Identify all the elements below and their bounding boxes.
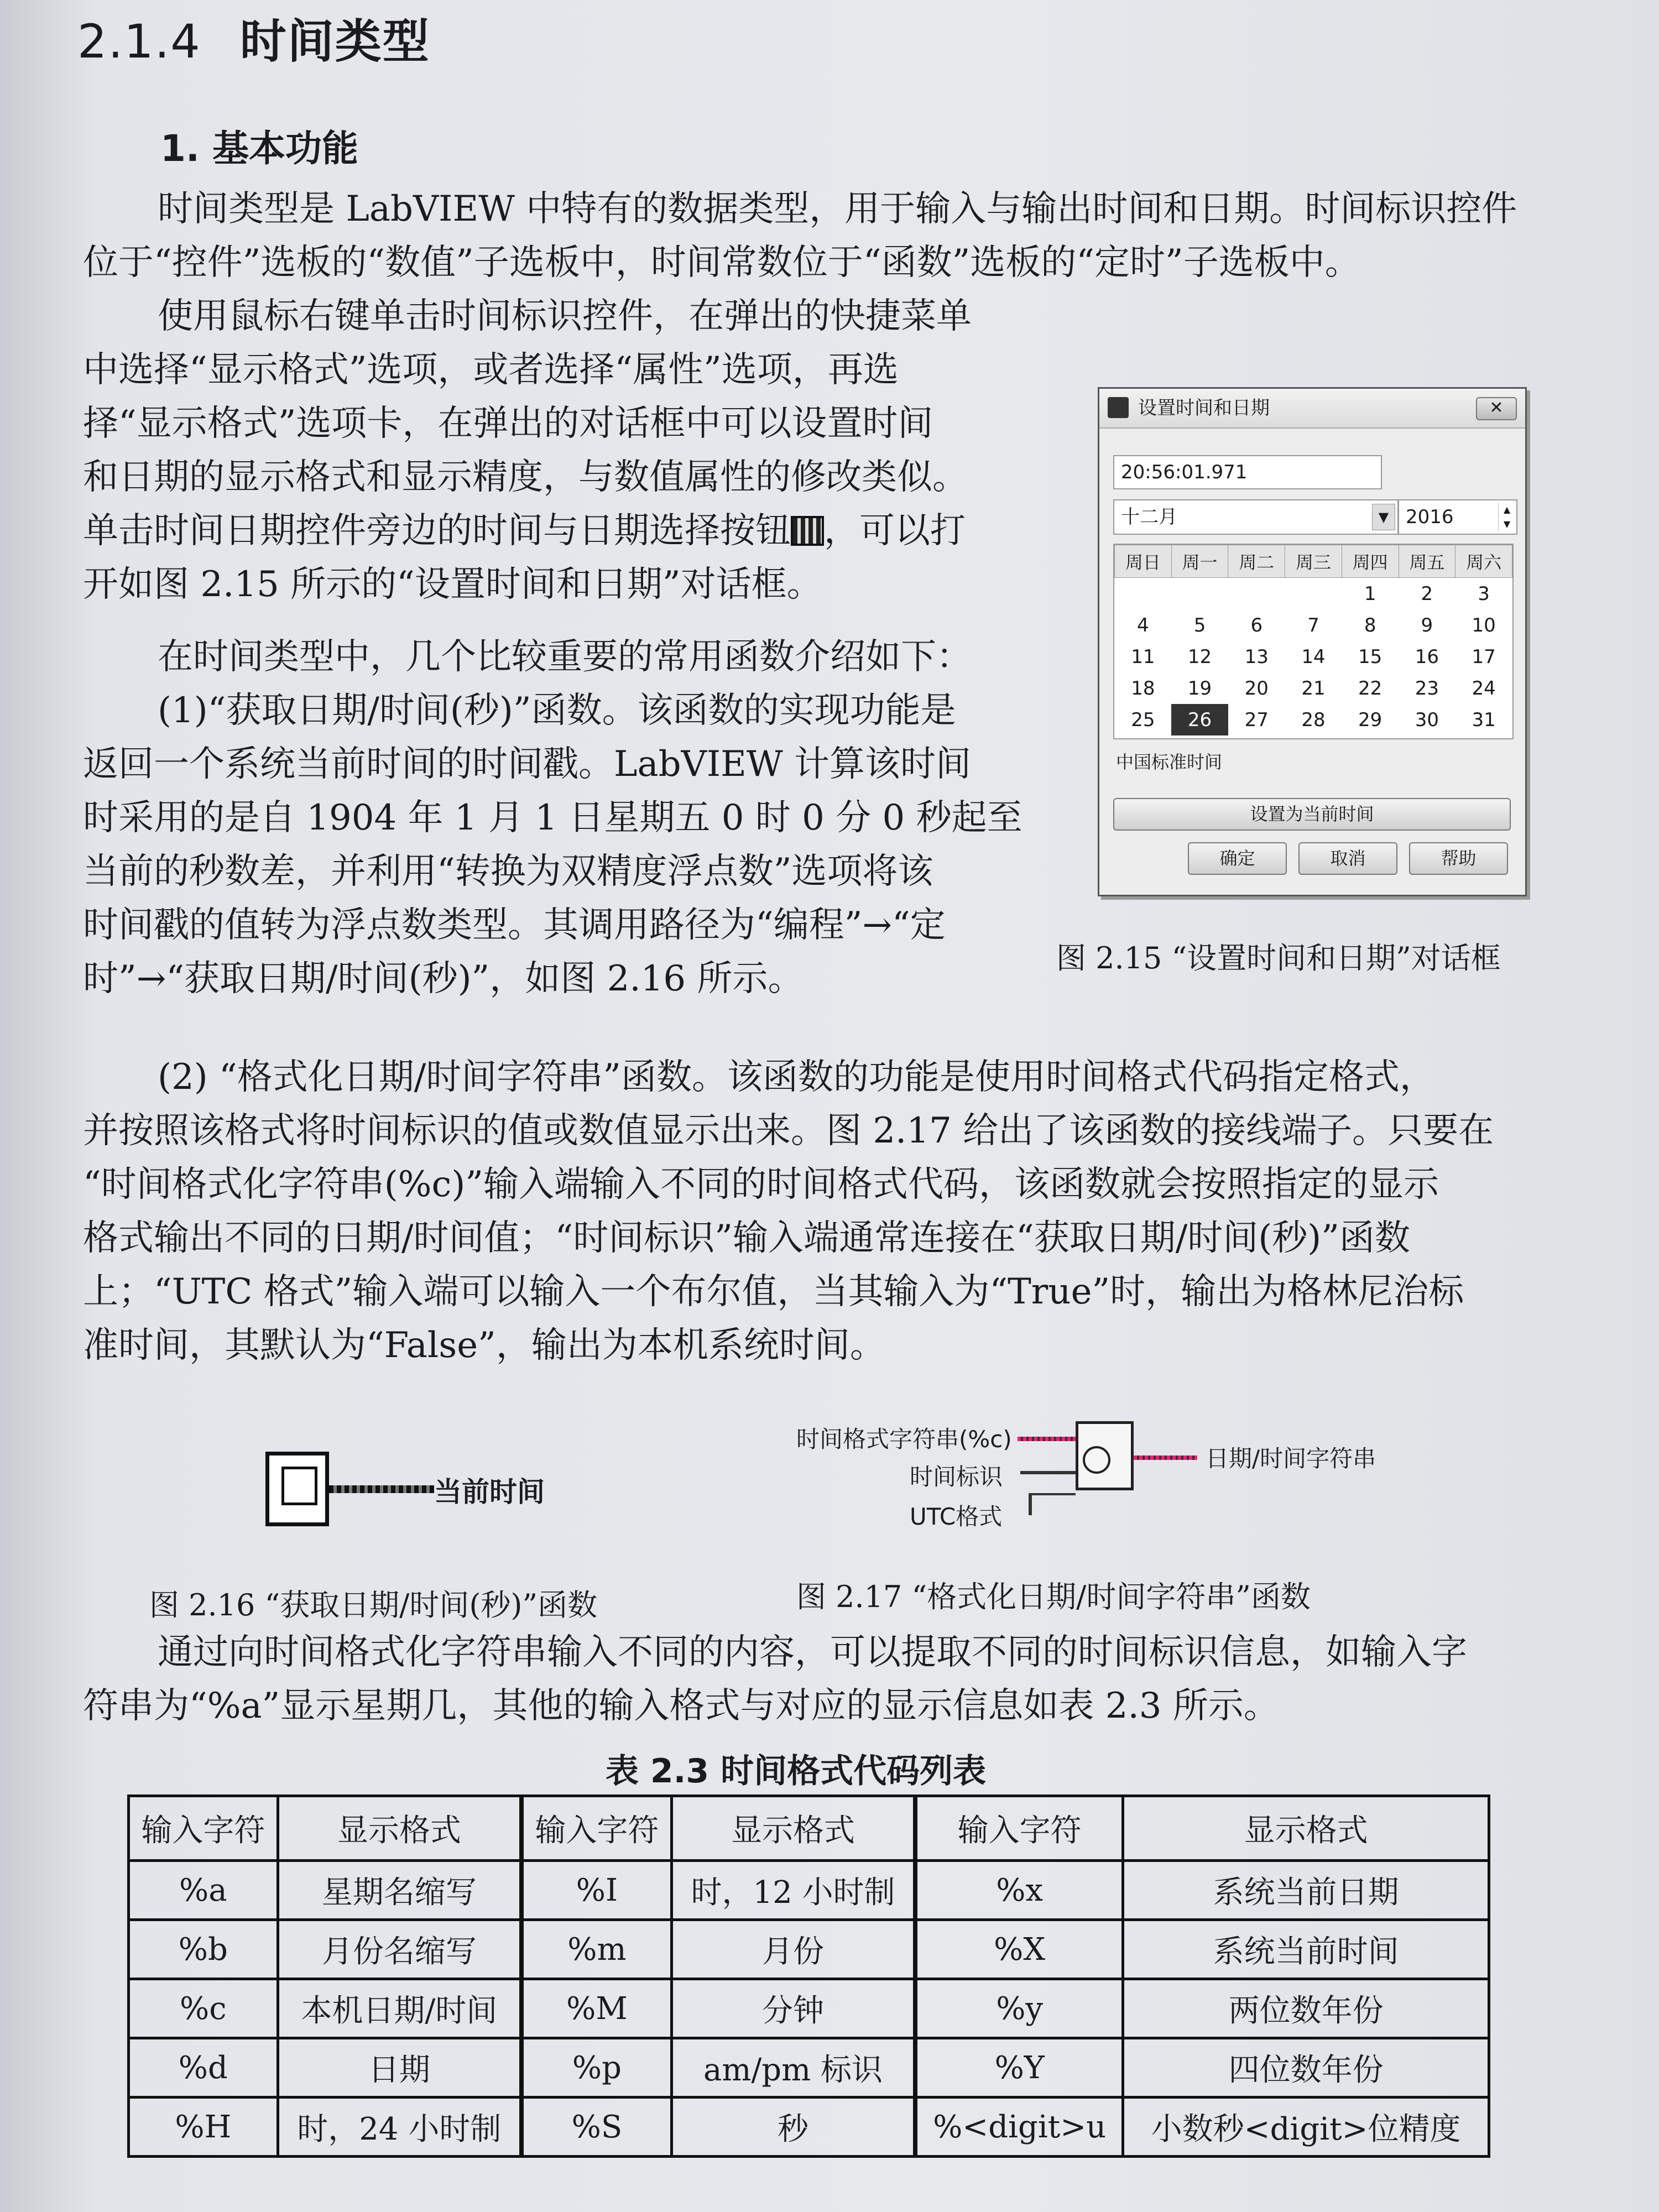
text-line: 时”→“获取日期/时间(秒)”，如图 2.16 所示。 — [83, 958, 804, 999]
section-number: 2.1.4 — [77, 14, 201, 69]
calendar-day[interactable]: 31 — [1472, 708, 1496, 731]
table-title: 表 2.3 时间格式代码列表 — [606, 1752, 987, 1791]
calendar-day — [1228, 578, 1285, 610]
table-row — [129, 1979, 1489, 2038]
text-line: “时间格式化字符串(%c)”输入端输入不同的时间格式代码，该函数就会按照指定的显示 — [83, 1164, 1439, 1205]
text-line: 开如图 2.15 所示的“设置时间和日期”对话框。 — [83, 564, 822, 605]
wire — [1029, 1493, 1032, 1515]
weekday-header: 周五 — [1399, 545, 1455, 578]
time-input[interactable]: 20:56:01.971 — [1113, 455, 1382, 489]
table-cell: 月份 — [671, 1920, 915, 1979]
calendar-day[interactable]: 21 — [1301, 677, 1326, 700]
table-header: 输入字符 — [915, 1796, 1123, 1861]
chevron-down-icon[interactable]: ▼ — [1372, 504, 1395, 530]
output-label: 日期/时间字符串 — [1206, 1445, 1376, 1472]
calendar-day[interactable]: 25 — [1131, 708, 1155, 731]
calendar-day[interactable]: 8 — [1364, 614, 1376, 637]
text-line: 在时间类型中，几个比较重要的常用函数介绍如下： — [158, 637, 972, 677]
table-header: 显示格式 — [278, 1796, 521, 1861]
calendar-day[interactable]: 11 — [1131, 645, 1155, 668]
calendar-day[interactable]: 2 — [1421, 582, 1433, 605]
calendar-day[interactable]: 28 — [1301, 708, 1326, 731]
calendar-day — [1171, 578, 1228, 610]
calendar-button-icon — [791, 516, 824, 546]
text-line: 时间类型是 LabVIEW 中特有的数据类型，用于输入与输出时间和日期。时间标识控件 — [158, 189, 1517, 229]
set-current-time-button[interactable]: 设置为当前时间 — [1113, 798, 1511, 831]
text-line: 准时间，其默认为“False”，输出为本机系统时间。 — [83, 1325, 885, 1366]
figure-caption: 图 2.16 “获取日期/时间(秒)”函数 — [149, 1588, 598, 1623]
table-cell: 本机日期/时间 — [278, 1979, 521, 2038]
calendar-day[interactable]: 22 — [1358, 677, 1383, 700]
weekday-header: 周六 — [1455, 545, 1512, 578]
table-cell: %H — [129, 2098, 278, 2157]
text-line: 使用鼠标右键单击时间标识控件，在弹出的快捷菜单 — [158, 296, 972, 337]
wire — [1020, 1471, 1076, 1474]
calendar-day[interactable]: 1 — [1364, 582, 1376, 605]
text-line: 通过向时间格式化字符串输入不同的内容，可以提取不同的时间标识信息，如输入字 — [158, 1632, 1467, 1673]
text-line: 上；“UTC 格式”输入端可以输入一个布尔值，当其输入为“True”时，输出为格林尼治标 — [83, 1271, 1464, 1312]
input-label: UTC格式 — [910, 1503, 1003, 1530]
table-cell: %m — [521, 1920, 671, 1979]
text-fragment: ，可以打 — [824, 510, 966, 551]
timezone-label: 中国标准时间 — [1116, 752, 1223, 773]
text-line: 位于“控件”选板的“数值”子选板中，时间常数位于“函数”选板的“定时”子选板中。 — [83, 242, 1360, 283]
table-cell: %Y — [915, 2038, 1123, 2098]
calendar-grid — [1113, 544, 1514, 739]
subsection-heading: 1. 基本功能 — [160, 127, 358, 170]
table-cell: %X — [915, 1920, 1123, 1979]
calendar-day[interactable]: 7 — [1307, 614, 1319, 637]
table-cell: %<digit>u — [915, 2098, 1123, 2157]
table-cell: %d — [129, 2038, 278, 2098]
table-cell: 两位数年份 — [1123, 1979, 1489, 2038]
calendar-day[interactable]: 18 — [1131, 677, 1155, 700]
format-date-time-function-icon — [1076, 1421, 1134, 1490]
help-button[interactable]: 帮助 — [1409, 842, 1508, 875]
calendar-day[interactable]: 24 — [1472, 677, 1496, 700]
text-line: 时间戳的值转为浮点数类型。其调用路径为“编程”→“定 — [83, 905, 946, 946]
text-line: (1)“获取日期/时间(秒)”函数。该函数的实现功能是 — [158, 690, 956, 731]
table-header: 输入字符 — [521, 1796, 671, 1861]
table-cell: 四位数年份 — [1123, 2038, 1489, 2098]
table-cell: %M — [521, 1979, 671, 2038]
calendar-day[interactable]: 14 — [1301, 645, 1326, 668]
text-line: 中选择“显示格式”选项，或者选择“属性”选项，再选 — [83, 349, 899, 390]
year-spinner-icon[interactable]: ▲ ▼ — [1498, 503, 1515, 531]
text-line: 并按照该格式将时间标识的值或数值显示出来。图 2.17 给出了该函数的接线端子。只要在 — [83, 1110, 1494, 1151]
calendar-day[interactable]: 30 — [1415, 708, 1439, 731]
calendar-day[interactable]: 29 — [1358, 708, 1383, 731]
table-cell: 时，24 小时制 — [278, 2098, 521, 2157]
table-row — [129, 1861, 1489, 1920]
calendar-week — [1115, 609, 1512, 641]
calendar-week — [1115, 672, 1512, 704]
calendar-day[interactable]: 27 — [1244, 708, 1269, 731]
wire — [1018, 1437, 1076, 1441]
text-line: 择“显示格式”选项卡，在弹出的对话框中可以设置时间 — [83, 403, 933, 444]
table-row — [129, 2098, 1489, 2157]
calendar-day[interactable]: 16 — [1415, 645, 1439, 668]
table-cell: %c — [129, 1979, 278, 2038]
text-line: 和日期的显示格式和显示精度，与数值属性的修改类似。 — [83, 457, 968, 498]
year-input[interactable] — [1398, 499, 1517, 535]
table-cell: 小数秒<digit>位精度 — [1123, 2098, 1489, 2157]
calendar-day[interactable]: 12 — [1187, 645, 1212, 668]
input-label: 时间格式字符串(%c) — [796, 1426, 1012, 1453]
month-select[interactable] — [1113, 499, 1399, 535]
table-header: 显示格式 — [1123, 1796, 1489, 1861]
table-cell: 月份名缩写 — [278, 1920, 521, 1979]
calendar-week — [1115, 578, 1512, 610]
get-date-time-function-icon — [265, 1452, 329, 1526]
dialog-titlebar — [1099, 389, 1525, 429]
ok-button[interactable]: 确定 — [1188, 842, 1287, 875]
weekday-header: 周二 — [1228, 545, 1285, 578]
table-cell: 星期名缩写 — [278, 1861, 521, 1920]
table-cell: %S — [521, 2098, 671, 2157]
table-cell: %a — [129, 1861, 278, 1920]
section-heading — [77, 4, 430, 71]
text-line: 返回一个系统当前时间的时间戳。LabVIEW 计算该时间 — [83, 744, 971, 785]
table-cell: 时，12 小时制 — [671, 1861, 915, 1920]
month-value: 十二月 — [1121, 506, 1177, 528]
clock-icon — [281, 1467, 317, 1505]
dialog-title: 设置时间和日期 — [1138, 397, 1270, 419]
calendar-day[interactable]: 20 — [1244, 677, 1269, 700]
calendar-day[interactable]: 6 — [1250, 614, 1263, 637]
calendar-day[interactable]: 13 — [1244, 645, 1269, 668]
calendar-day[interactable]: 4 — [1137, 614, 1149, 637]
table-row — [129, 1920, 1489, 1979]
wire — [1134, 1455, 1197, 1460]
cancel-button[interactable]: 取消 — [1298, 842, 1397, 875]
weekday-header: 周日 — [1115, 545, 1172, 578]
table-header: 输入字符 — [129, 1796, 278, 1861]
format-code-table — [127, 1794, 1490, 2158]
close-button[interactable]: ✕ — [1476, 397, 1517, 420]
calendar-day — [1285, 578, 1342, 610]
text-line — [83, 504, 966, 558]
table-cell: 日期 — [278, 2038, 521, 2098]
calendar-day[interactable]: 15 — [1358, 645, 1383, 668]
table-cell: 秒 — [671, 2098, 915, 2157]
calendar-day — [1115, 578, 1172, 610]
table-cell: %p — [521, 2038, 671, 2098]
clock-icon — [1083, 1446, 1110, 1474]
table-cell: 分钟 — [671, 1979, 915, 2038]
text-line: 时采用的是自 1904 年 1 月 1 日星期五 0 时 0 分 0 秒起至 — [83, 797, 1022, 838]
table-cell: 系统当前日期 — [1123, 1861, 1489, 1920]
input-label: 时间标识 — [910, 1463, 1003, 1490]
text-line: 符串为“%a”显示星期几，其他的输入格式与对应的显示信息如表 2.3 所示。 — [83, 1686, 1279, 1726]
section-title: 时间类型 — [239, 14, 430, 69]
table-cell: %I — [521, 1861, 671, 1920]
figure-caption: 图 2.15 “设置时间和日期”对话框 — [1056, 941, 1501, 975]
table-cell: am/pm 标识 — [671, 2038, 915, 2098]
labview-icon — [1108, 397, 1129, 418]
calendar-week — [1115, 704, 1512, 735]
table-header: 显示格式 — [671, 1796, 915, 1861]
table-row — [129, 2038, 1489, 2098]
output-label: 当前时间 — [434, 1476, 545, 1508]
table-cell: %y — [915, 1979, 1123, 2038]
year-value: 2016 — [1406, 506, 1454, 528]
wire — [1029, 1493, 1076, 1495]
calendar-week — [1115, 641, 1512, 672]
calendar-day[interactable]: 3 — [1478, 582, 1490, 605]
text-line: 格式输出不同的日期/时间值；“时间标识”输入端通常连接在“获取日期/时间(秒)”函数 — [83, 1218, 1410, 1259]
text-line: (2) “格式化日期/时间字符串”函数。该函数的功能是使用时间格式代码指定格式， — [158, 1057, 1435, 1098]
calendar-day[interactable]: 5 — [1193, 614, 1206, 637]
calendar-day[interactable]: 19 — [1187, 677, 1212, 700]
calendar-day[interactable]: 10 — [1472, 614, 1496, 637]
table-cell: %x — [915, 1861, 1123, 1920]
weekday-header: 周三 — [1285, 545, 1342, 578]
text-line: 当前的秒数差，并利用“转换为双精度浮点数”选项将该 — [83, 851, 933, 892]
figure-caption: 图 2.17 “格式化日期/时间字符串”函数 — [796, 1579, 1311, 1614]
weekday-header: 周一 — [1171, 545, 1228, 578]
calendar-day[interactable]: 23 — [1415, 677, 1439, 700]
calendar-day[interactable]: 26 — [1171, 704, 1228, 735]
calendar-day[interactable]: 17 — [1472, 645, 1496, 668]
table-cell: 系统当前时间 — [1123, 1920, 1489, 1979]
weekday-header: 周四 — [1342, 545, 1399, 578]
set-time-date-dialog — [1098, 387, 1527, 896]
wire — [329, 1485, 434, 1493]
table-cell: %b — [129, 1920, 278, 1979]
text-fragment: 单击时间日期控件旁边的时间与日期选择按钮 — [83, 510, 791, 551]
calendar-day[interactable]: 9 — [1421, 614, 1433, 637]
